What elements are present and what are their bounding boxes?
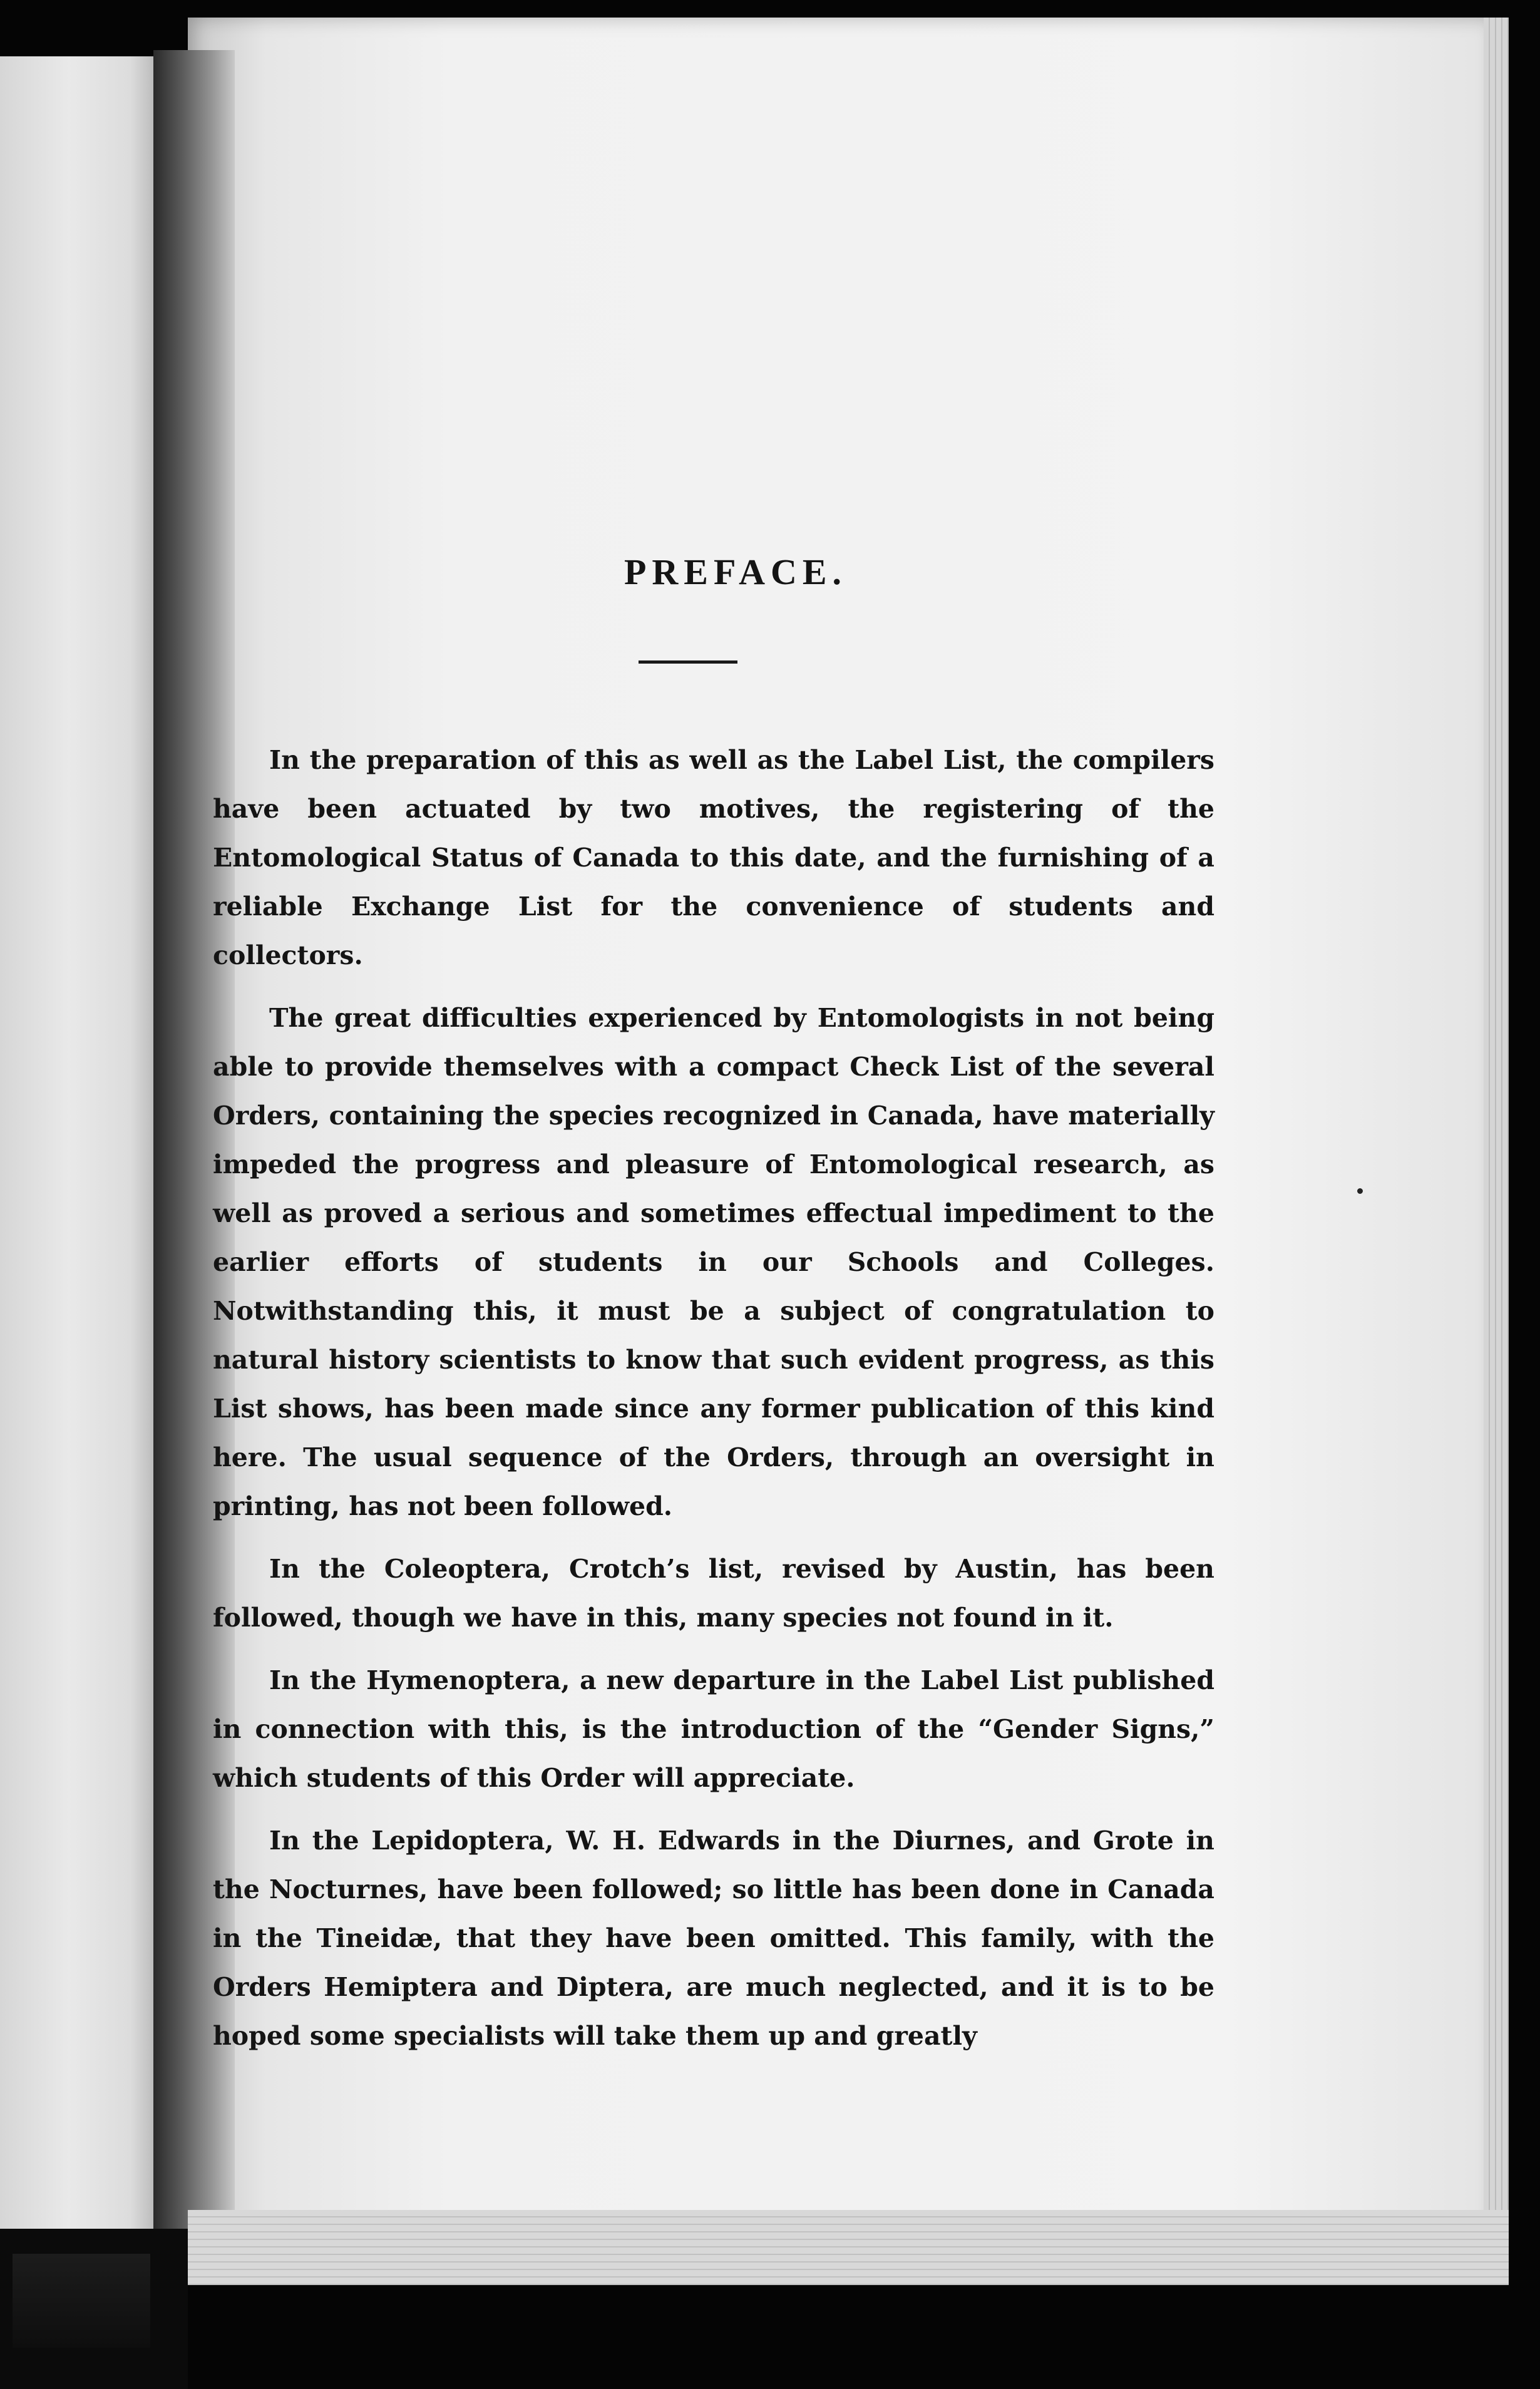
page-stack-bottom bbox=[188, 2210, 1509, 2285]
previous-page-edge bbox=[0, 56, 153, 2229]
paragraph-5: In the Lepidoptera, W. H. Edwards in the Diurnes, and Grote in the Nocturnes, have been followed; so little has been done in Canada in the Tineidæ, that they have been omitted. This family, with the Orders Hemiptera and Diptera, are much neglected, and it is to be hoped some specialists will take them up and greatly bbox=[213, 1826, 1214, 2051]
title-rule bbox=[639, 660, 737, 664]
preface-content bbox=[213, 551, 1214, 2074]
paragraph-1: In the preparation of this as well as the Label List, the compilers have been actuated by two motives, the registering of the Entomological Status of Canada to this date, and the furnishing of a reliable Exchange List for the convenience of students and collectors. bbox=[213, 745, 1214, 970]
paragraph-3: In the Coleoptera, Crotch’s list, revised by Austin, has been followed, though we have in this, many species not found in it. bbox=[213, 1554, 1214, 1633]
body-text bbox=[213, 736, 1214, 2060]
page-title: PREFACE. bbox=[624, 552, 848, 592]
ink-speck bbox=[1357, 1188, 1363, 1194]
paragraph-4: In the Hymenoptera, a new departure in the Label List published in connection with this, is the introduction of the “Gender Signs,” which students of this Order will appreciate. bbox=[213, 1665, 1214, 1793]
scan-border-shadow bbox=[13, 2254, 150, 2348]
page-stack-right bbox=[1484, 18, 1509, 2284]
paragraph-2: The great difficulties experienced by Entomologists in not being able to provide themselves with a compact Check List of the several Orders, containing the species recognized in Canada, have materially impeded the progress and pleasure of Entomological research, as well as proved a serious and sometimes effectual impediment to the earlier efforts of students in our Schools and Colleges. Notwithstanding this, it must be a subject of congratulation to natural history scientists to know that such evident progress, as this List shows, has been made since any former publication of this kind here. The usual sequence of the Orders, through an oversight in printing, has not been followed. bbox=[213, 1003, 1214, 1521]
